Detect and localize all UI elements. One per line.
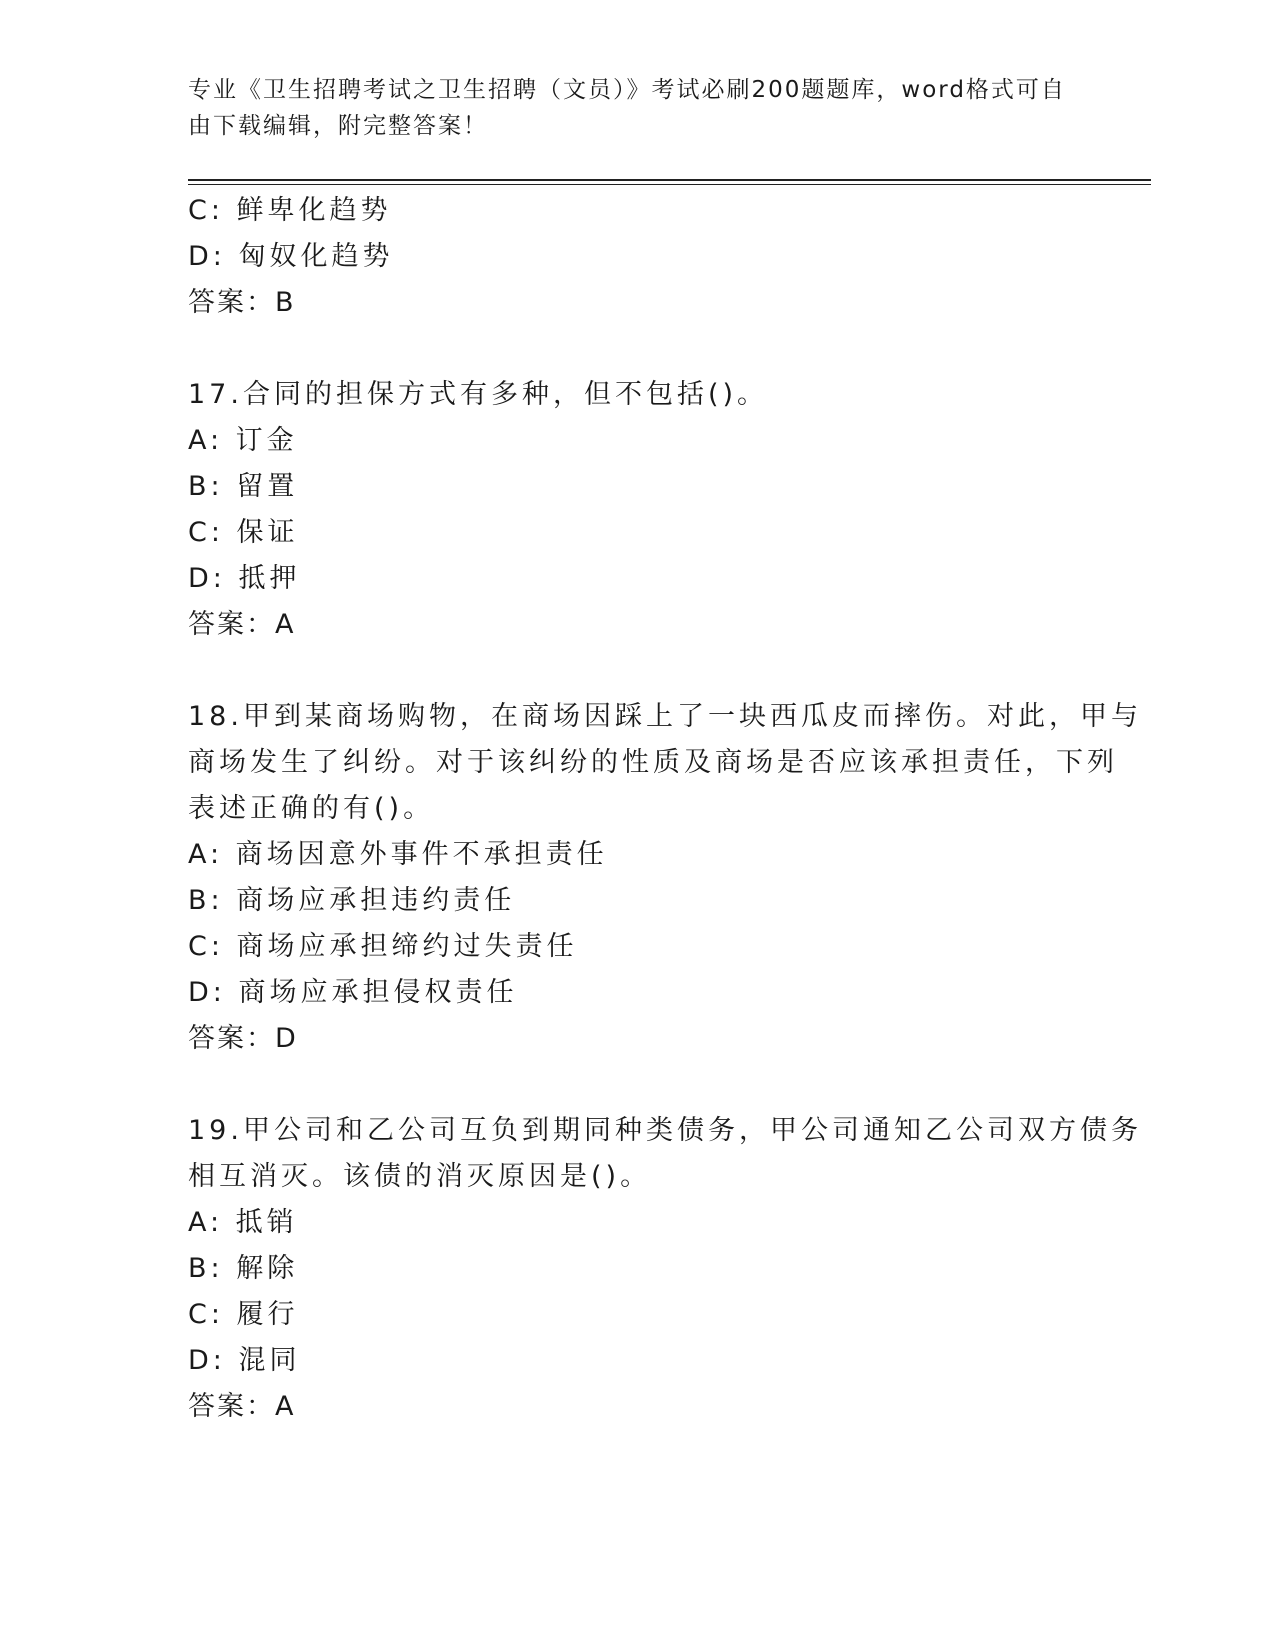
option-b: B: 留置	[188, 471, 299, 502]
option-b: B: 商场应承担违约责任	[188, 885, 516, 916]
option-c: C: 保证	[188, 517, 299, 548]
option-d: D: 混同	[188, 1345, 301, 1376]
option-a: A: 订金	[188, 425, 298, 456]
question-stem-line-1: 18.甲到某商场购物，在商场因踩上了一块西瓜皮而摔伤。对此，甲与	[188, 701, 1142, 732]
header-line-2: 由下载编辑，附完整答案！	[188, 113, 488, 139]
option-a: A: 抵销	[188, 1207, 298, 1238]
option-d: D: 商场应承担侵权责任	[188, 977, 518, 1008]
option-c: C: 履行	[188, 1299, 299, 1330]
option-d: D: 抵押	[188, 563, 301, 594]
question-stem-line-1: 19.甲公司和乙公司互负到期同种类债务，甲公司通知乙公司双方债务	[188, 1115, 1142, 1146]
carry-over-block	[188, 188, 1088, 326]
answer-line: 答案：B	[188, 287, 296, 318]
option-a: A: 商场因意外事件不承担责任	[188, 839, 608, 870]
question-17	[188, 372, 1088, 648]
question-stem: 17.合同的担保方式有多种，但不包括()。	[188, 379, 769, 410]
question-19	[188, 1108, 1142, 1430]
header-rule-thick	[188, 179, 1151, 181]
question-list	[188, 188, 1142, 1430]
question-stem-line-2: 商场发生了纠纷。对于该纠纷的性质及商场是否应该承担责任，下列	[188, 747, 1118, 778]
header-rule-thin	[188, 184, 1151, 185]
option-d: D: 匈奴化趋势	[188, 241, 394, 272]
spacer	[188, 326, 1088, 372]
option-b: B: 解除	[188, 1253, 299, 1284]
spacer	[188, 648, 1088, 694]
option-c: C: 鲜卑化趋势	[188, 195, 392, 226]
header-line-1: 专业《卫生招聘考试之卫生招聘（文员）》考试必刷200题题库，word格式可自	[188, 77, 1066, 103]
option-c: C: 商场应承担缔约过失责任	[188, 931, 578, 962]
question-stem-line-2: 相互消灭。该债的消灭原因是()。	[188, 1161, 652, 1192]
answer-line: 答案：A	[188, 1391, 296, 1422]
answer-line: 答案：A	[188, 609, 296, 640]
question-stem-line-3: 表述正确的有()。	[188, 793, 435, 824]
answer-line: 答案：D	[188, 1023, 298, 1054]
page-header	[188, 72, 1068, 144]
question-18	[188, 694, 1142, 1062]
spacer	[188, 1062, 1088, 1108]
